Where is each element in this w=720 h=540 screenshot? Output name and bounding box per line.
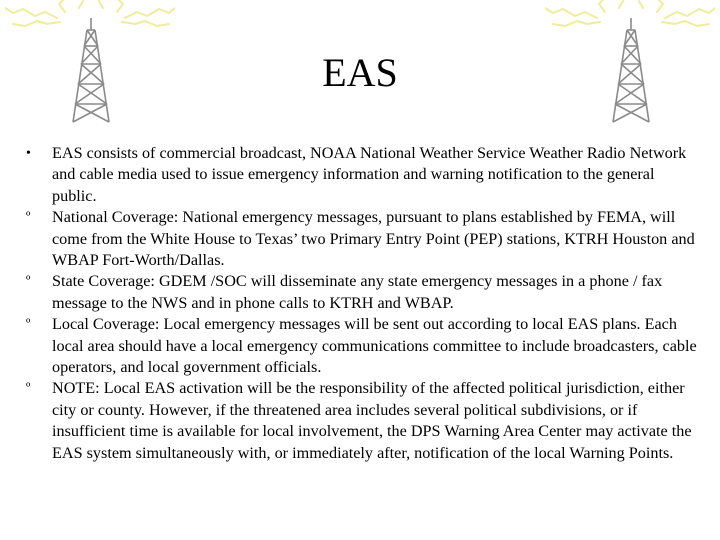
bullet-item — [26, 314, 698, 378]
bullet-text-state-coverage: State Coverage: GDEM /SOC will disseminate any state emergency messages in a phone / fax message to the NWS and in phone calls to KTRH and WBAP. — [52, 272, 663, 312]
bullet-text-national-coverage: National Coverage: National emergency messages, pursuant to plans established by FEMA, will come from the White House to Texas’ two Primary Entry Point (PEP) stations, KTRH Houston and WBAP Fort-Worth/Dallas. — [52, 208, 695, 270]
bullet-marker: • — [26, 146, 31, 161]
bullet-marker: º — [26, 317, 31, 333]
bullet-marker: º — [26, 274, 31, 290]
bullet-text-overview: EAS consists of commercial broadcast, NOAA National Weather Service Weather Radio Network and cable media used to issue emergency information and warning notification to the general public. — [52, 144, 687, 205]
bullet-list — [26, 143, 698, 464]
slide-title: EAS — [322, 49, 398, 95]
bullet-marker: º — [26, 381, 31, 397]
bullet-item — [26, 207, 698, 271]
bullet-item — [26, 271, 698, 314]
bullet-text-local-coverage: Local Coverage: Local emergency messages will be sent out according to local EAS plans. Each local area should have a local emergency communications committee to include broadcasters, cable operators, and local government officials. — [52, 315, 697, 377]
bullet-item — [26, 378, 698, 464]
bullet-marker: º — [26, 210, 31, 226]
bullet-item — [26, 143, 698, 207]
bullet-text-note: NOTE: Local EAS activation will be the responsibility of the affected political jurisdiction, either city or county. However, if the threatened area includes several political subdivisions, or if insufficient time is available for local involvement, the DPS Warning Area Center may activate the EAS system simultaneously with, or immediately after, notification of the local Warning Points. — [52, 379, 692, 462]
